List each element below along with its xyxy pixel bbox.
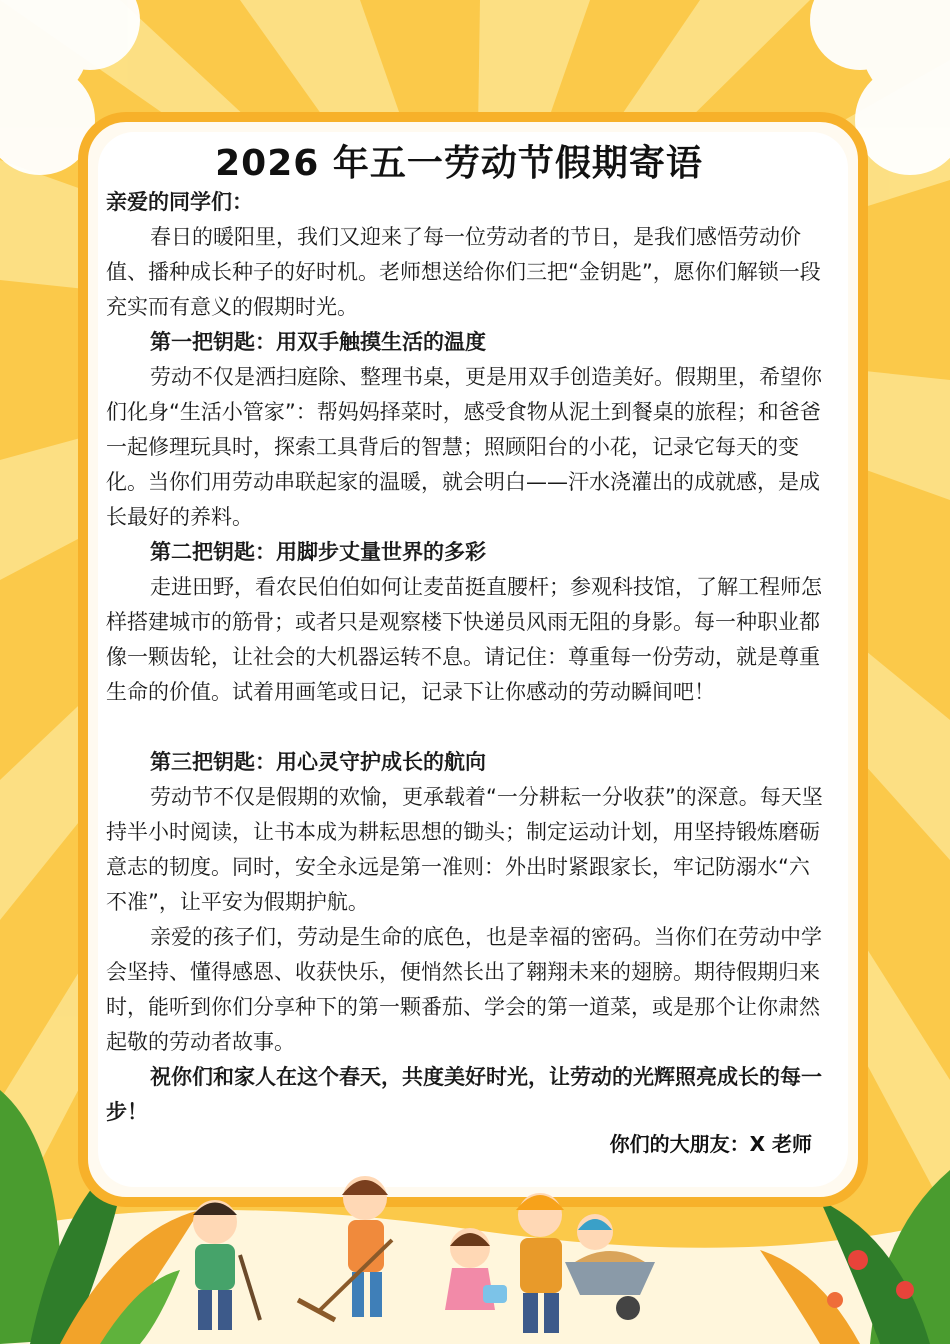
closing-paragraph: 亲爱的孩子们，劳动是生命的底色，也是幸福的密码。当你们在劳动中学会坚持、懂得感恩、收获快乐，便悄然长出了翱翔未来的翅膀。期待假期归来时，能听到你们分享种下的第一颗番茄、学会的第一道菜，或是那个让你肃然起敬的劳动者故事。	[106, 925, 822, 1054]
intro-paragraph: 春日的暖阳里，我们又迎来了每一位劳动者的节日，是我们感悟劳动价值、播种成长种子的好时机。老师想送给你们三把“金钥匙”，愿你们解锁一段充实而有意义的假期时光。	[106, 225, 821, 319]
key1-title: 第一把钥匙：用双手触摸生活的温度	[150, 330, 486, 354]
signature: 你们的大朋友：X 老师	[609, 1132, 812, 1156]
key3-paragraph: 劳动节不仅是假期的欢愉，更承载着“一分耕耘一分收获”的深意。每天坚持半小时阅读，让书本成为耕耘思想的锄头；制定运动计划，用坚持锻炼磨砺意志的韧度。同时，安全永远是第一准则：外出时紧跟家长，牢记防溺水“六不准”，让平安为假期护航。	[106, 785, 823, 914]
key2-paragraph: 走进田野，看农民伯伯如何让麦苗挺直腰杆；参观科技馆，了解工程师怎样搭建城市的筋骨；或者只是观察楼下快递员风雨无阻的身影。每一种职业都像一颗齿轮，让社会的大机器运转不息。请记住：尊重每一份劳动，就是尊重生命的价值。试着用画笔或日记，记录下让你感动的劳动瞬间吧！	[106, 575, 822, 704]
greeting: 亲爱的同学们：	[106, 190, 253, 214]
wish-paragraph: 祝你们和家人在这个春天，共度美好时光，让劳动的光辉照亮成长的每一步！	[106, 1065, 822, 1124]
key3-title: 第三把钥匙：用心灵守护成长的航向	[150, 750, 486, 774]
page-title: 2026 年五一劳动节假期寄语	[215, 143, 703, 184]
key2-title: 第二把钥匙：用脚步丈量世界的多彩	[150, 540, 486, 564]
key1-paragraph: 劳动不仅是洒扫庭除、整理书桌，更是用双手创造美好。假期里，希望你们化身“生活小管家”：帮妈妈择菜时，感受食物从泥土到餐桌的旅程；和爸爸一起修理玩具时，探索工具背后的智慧；照顾阳台的小花，记录它每天的变化。当你们用劳动串联起家的温暖，就会明白——汗水浇灌出的成就感，是成长最好的养料。	[106, 365, 822, 529]
